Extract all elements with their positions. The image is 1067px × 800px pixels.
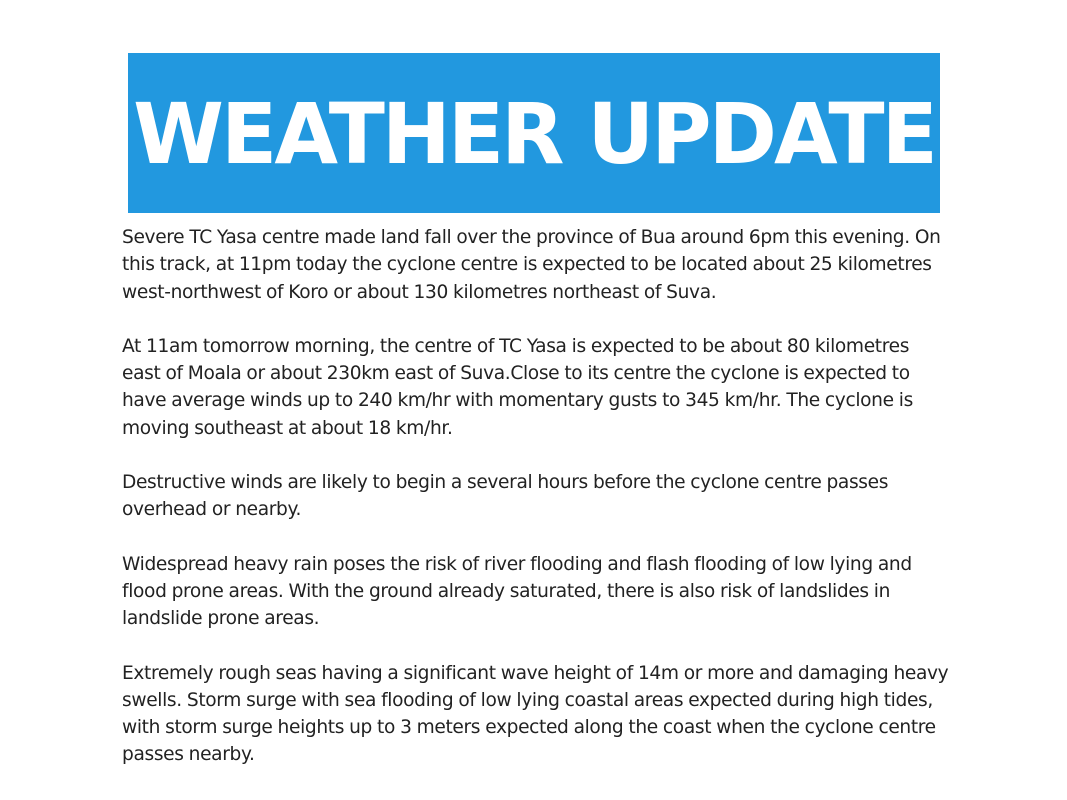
paragraph-heavy-rain: Widespread heavy rain poses the risk of river flooding and flash flooding of low lying and flood prone areas. With the ground already saturated, there is also risk of landslides in landslide prone areas. (122, 553, 912, 630)
paragraph-landfall: Severe TC Yasa centre made land fall over the province of Bua around 6pm this evening. On this track, at 11pm today the cyclone centre is expected to be located about 25 kilometres west-northwest of Koro or about 130 kilometres northeast of Suva. (122, 227, 941, 303)
paragraph-destructive-winds: Destructive winds are likely to begin a several hours before the cyclone centre passes overhead or nearby. (122, 472, 889, 521)
update-body (122, 224, 952, 796)
paragraph-rough-seas: Extremely rough seas having a significant wave height of 14m or more and damaging heavy swells. Storm surge with sea flooding of low lying coastal areas expected during high tides, with storm surge heights up to 3 meters expected along the coast when the cyclone centre passes nearby. (122, 662, 949, 766)
page-title: WEATHER UPDATE (133, 85, 935, 183)
title-banner (128, 53, 940, 213)
paragraph-forecast: At 11am tomorrow morning, the centre of TC Yasa is expected to be about 80 kilometres east of Moala or about 230km east of Suva.Close to its centre the cyclone is expected to have average winds up to 240 km/hr with momentary gusts to 345 km/hr. The cyclone is moving southeast at about 18 km/hr. (122, 335, 913, 439)
